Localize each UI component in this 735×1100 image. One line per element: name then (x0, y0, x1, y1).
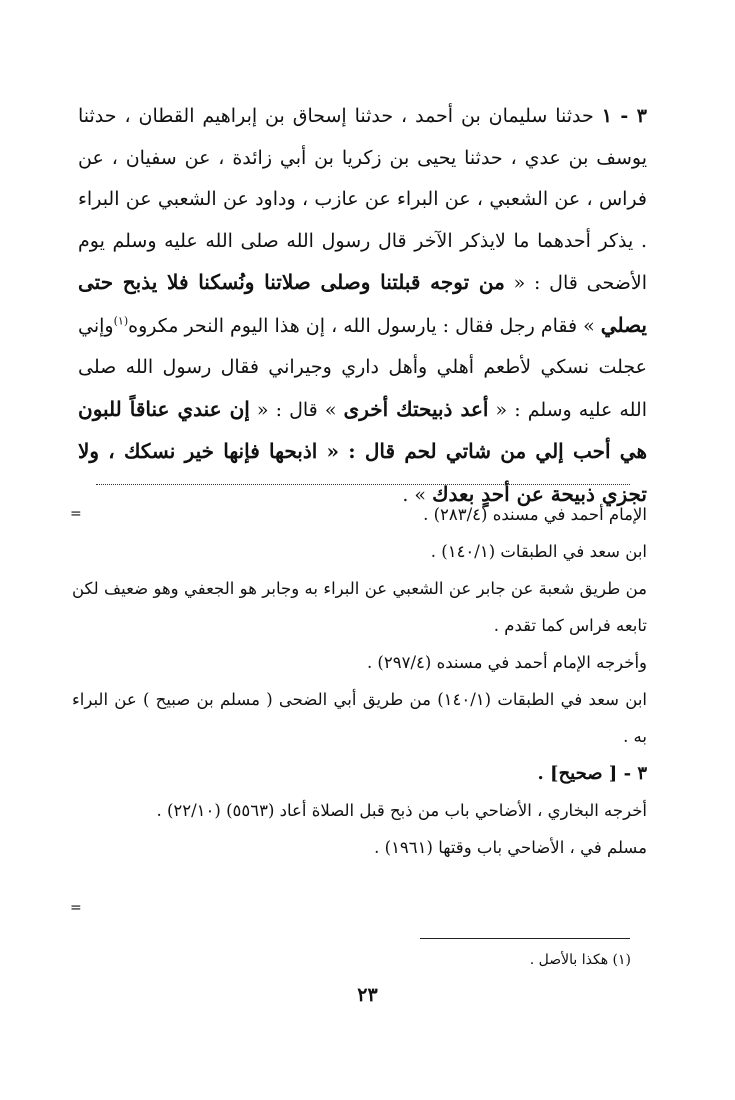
bold-quote: إن عندي عناقاً للبون هي أحب إلي من شاتي لحم قال : « اذبحها فإنها خير نسكك ، ولا تجزي ذبيحة عن أحدٍ بعدك (78, 396, 647, 506)
bold-quote: أعد ذبيحتك أخرى (343, 396, 489, 421)
hadith-number: ٣ - ١ (601, 105, 647, 127)
grading-word: صحيح (558, 763, 603, 784)
text-segment: » . (402, 483, 433, 506)
continuation-mark: = (70, 900, 82, 916)
note-line: من طريق شعبة عن جابر عن الشعبي عن البراء به وجابر هو الجعفي وهو ضعيف لكن تابعه فراس كما تقدم . (72, 579, 647, 635)
takhrij-notes (72, 496, 647, 866)
footnote-marker: (١) (113, 314, 129, 328)
bold-quote: من توجه قبلتنا وصلى صلاتنا ونُسكنا فلا يذبح حتى يصلي (78, 270, 647, 337)
note-line: ابن سعد في الطبقات (١٤٠/١) من طريق أبي الضحى ( مسلم بن صبيح ) عن البراء به . (72, 690, 647, 746)
page-number: ٢٣ (357, 984, 378, 1006)
note-line: مسلم في ، الأضاحي باب وقتها (١٩٦١) . (374, 838, 647, 857)
dotted-separator (96, 484, 630, 485)
text-segment: وإني عجلت نسكي لأطعم أهلي وأهل داري وجيراني فقال رسول الله صلى الله عليه وسلم : « (78, 314, 647, 421)
footnote-rule (420, 938, 630, 939)
text-segment: » فقام رجل فقال : يارسول الله ، إن هذا اليوم النحر مكروه (128, 314, 601, 337)
grading-heading: ٣ - [ صحيح] . (537, 763, 647, 784)
text-segment: حدثنا سليمان بن أحمد ، حدثنا إسحاق بن إبراهيم القطان ، حدثنا يوسف بن عدي ، حدثنا يحيى بن زكريا بن أبي زائدة ، عن سفيان ، عن فراس ، عن الشعبي ، عن البراء عن عازب ، وداود عن الشعبي عن البراء . يذكر أحدهما ما لايذكر الآخر قال رسول الله صلى الله عليه وسلم يوم الأضحى قال : « (78, 105, 647, 294)
text-segment: » قال : « (249, 398, 344, 421)
note-line: ابن سعد في الطبقات (١٤٠/١) . (430, 542, 647, 561)
note-line: وأخرجه الإمام أحمد في مسنده (٢٩٧/٤) . (366, 653, 647, 672)
continuation-mark: = (70, 506, 82, 522)
hadith-text (78, 96, 647, 516)
note-line: أخرجه البخاري ، الأضاحي باب من ذبح قبل الصلاة أعاد (٥٥٦٣) (٢٢/١٠) . (156, 801, 647, 820)
note-line: الإمام أحمد في مسنده (٢٨٣/٤) . (423, 505, 647, 524)
footnote: (١) هكذا بالأصل . (529, 952, 631, 968)
